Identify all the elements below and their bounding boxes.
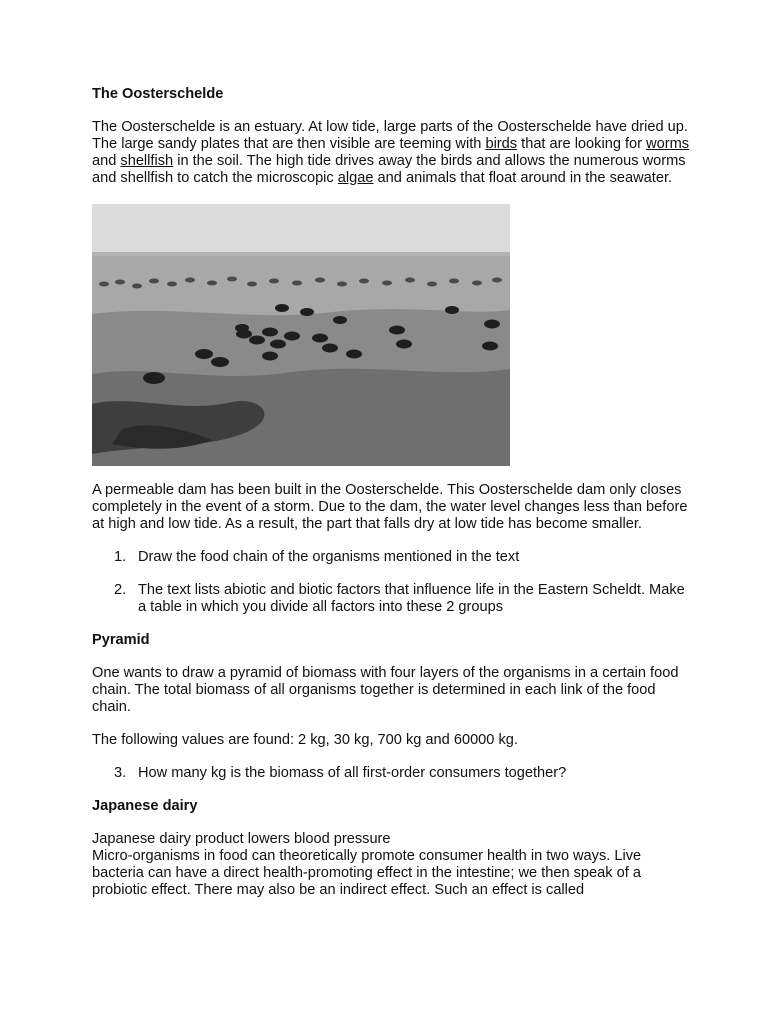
estuary-birds-photo bbox=[92, 204, 510, 466]
dairy-subtitle: Japanese dairy product lowers blood pressure bbox=[92, 831, 391, 847]
section-title-pyramid: Pyramid bbox=[92, 632, 150, 648]
dairy-paragraph: Micro-organisms in food can theoretically promote consumer health in two ways. Live bacteria can have a direct health-promoting effect in the intestine; we then speak of a probiotic effect. There may also be an indirect effect. Such an effect is called bbox=[92, 848, 642, 898]
pyramid-paragraph: One wants to draw a pyramid of biomass with four layers of the organisms in a certain food chain. The total biomass of all organisms together is determined in each link of the food chain. bbox=[92, 665, 679, 715]
question-number: 1. bbox=[114, 549, 127, 565]
document-content bbox=[92, 86, 692, 899]
section-title-japanese-dairy: Japanese dairy bbox=[92, 798, 198, 814]
question-text: How many kg is the biomass of all first-order consumers together? bbox=[138, 765, 567, 781]
question-3 bbox=[92, 765, 692, 782]
question-text: The text lists abiotic and biotic factors that influence life in the Eastern Scheldt. Make a table in which you divide all factors into these 2 groups bbox=[138, 582, 685, 615]
question-number: 2. bbox=[114, 582, 127, 598]
link-shellfish: shellfish bbox=[120, 153, 174, 169]
intro-paragraph: The Oosterschelde is an estuary. At low tide, large parts of the Oosterschelde have dried up. The large sandy plates that are then visible are teeming with birds that are looking for worms and shellfish in the soil. The high tide drives away the birds and allows the numerous worms and shellfish to catch the microscopic algae and animals that float around in the seawater. bbox=[92, 119, 690, 186]
values-paragraph: The following values are found: 2 kg, 30 kg, 700 kg and 60000 kg. bbox=[92, 732, 518, 748]
question-text: Draw the food chain of the organisms mentioned in the text bbox=[138, 549, 520, 565]
link-algae: algae bbox=[337, 170, 374, 186]
question-1 bbox=[92, 549, 692, 566]
link-birds: birds bbox=[485, 136, 518, 152]
question-2 bbox=[92, 582, 692, 616]
dam-paragraph: A permeable dam has been built in the Oosterschelde. This Oosterschelde dam only closes completely in the event of a storm. Due to the dam, the water level changes less than before at high and low tide. As a result, the part that falls dry at low tide has become smaller. bbox=[92, 482, 688, 532]
question-number: 3. bbox=[114, 765, 127, 781]
section-title-oosterschelde: The Oosterschelde bbox=[92, 86, 224, 102]
question-list-2 bbox=[92, 765, 692, 782]
link-worms: worms bbox=[646, 136, 690, 152]
question-list-1 bbox=[92, 549, 692, 616]
